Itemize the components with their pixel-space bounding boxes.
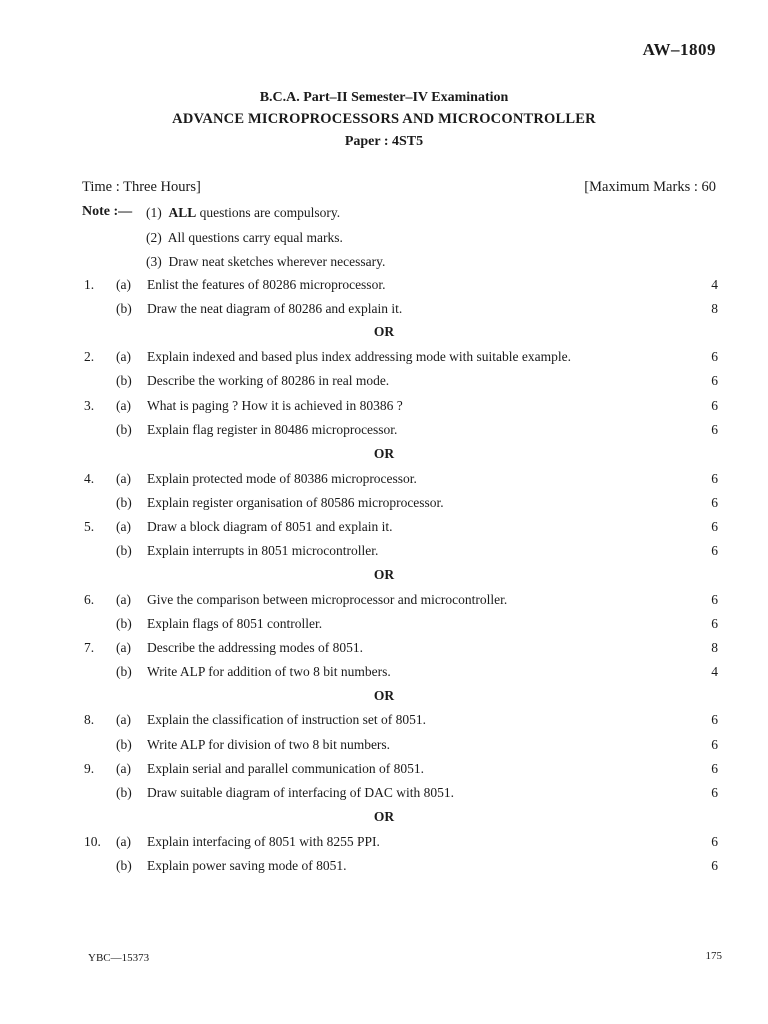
question-marks: 6 (711, 592, 718, 607)
question-row (0, 519, 768, 539)
question-number: 2. (84, 349, 95, 364)
question-part: (a) (116, 712, 131, 727)
question-text: Draw the neat diagram of 80286 and explain it. (147, 301, 403, 316)
question-marks: 6 (711, 471, 718, 486)
note-text: All questions carry equal marks. (167, 230, 343, 245)
question-part: (a) (116, 592, 131, 607)
maximum-marks: [Maximum Marks : 60 (584, 179, 716, 195)
question-part: (a) (116, 761, 131, 776)
question-text: Explain register organisation of 80586 microprocessor. (147, 495, 444, 510)
or-separator: OR (373, 324, 395, 339)
question-marks: 6 (711, 495, 718, 510)
question-text: Explain flag register in 80486 microprocessor. (147, 422, 398, 437)
question-marks: 8 (711, 301, 718, 316)
question-text: Give the comparison between microprocessor and microcontroller. (147, 592, 508, 607)
question-part: (b) (116, 664, 132, 679)
question-marks: 4 (711, 277, 718, 292)
note-text: Draw neat sketches wherever necessary. (168, 254, 386, 269)
question-row (0, 664, 768, 684)
question-text: What is paging ? How it is achieved in 80386 ? (147, 398, 403, 413)
question-number: 1. (84, 277, 95, 292)
note-label: Note :— (82, 204, 133, 219)
note-number: (1) (146, 205, 162, 220)
question-part: (b) (116, 616, 132, 631)
question-marks: 6 (711, 422, 718, 437)
question-part: (a) (116, 398, 131, 413)
question-row (0, 640, 768, 660)
question-row (0, 592, 768, 612)
subject-title: ADVANCE MICROPROCESSORS AND MICROCONTROLLER (172, 111, 596, 127)
question-text: Explain power saving mode of 8051. (147, 858, 347, 873)
question-text: Draw a block diagram of 8051 and explain it. (147, 519, 393, 534)
question-part: (a) (116, 349, 131, 364)
question-marks: 6 (711, 761, 718, 776)
question-row (0, 422, 768, 442)
question-marks: 6 (711, 858, 718, 873)
question-part: (a) (116, 640, 131, 655)
question-text: Describe the addressing modes of 8051. (147, 640, 363, 655)
question-row (0, 398, 768, 418)
note-text: questions are compulsory. (199, 205, 341, 220)
question-marks: 6 (711, 373, 718, 388)
question-part: (b) (116, 495, 132, 510)
question-number: 3. (84, 398, 95, 413)
question-text: Draw suitable diagram of interfacing of DAC with 8051. (147, 785, 455, 800)
question-marks: 6 (711, 543, 718, 558)
question-part: (b) (116, 737, 132, 752)
question-part: (a) (116, 519, 131, 534)
page-number: 175 (705, 950, 722, 962)
exam-title: B.C.A. Part–II Semester–IV Examination (259, 90, 509, 105)
question-row (0, 373, 768, 393)
note-item (146, 254, 385, 270)
question-marks: 8 (711, 640, 718, 655)
question-marks: 6 (711, 349, 718, 364)
question-number: 8. (84, 712, 95, 727)
question-part: (a) (116, 277, 131, 292)
note-number: (3) (146, 254, 162, 269)
question-number: 4. (84, 471, 95, 486)
question-row (0, 834, 768, 854)
question-number: 10. (84, 834, 101, 849)
question-part: (b) (116, 785, 132, 800)
question-row (0, 761, 768, 781)
note-item (146, 230, 343, 246)
question-row (0, 495, 768, 515)
question-row (0, 277, 768, 297)
note-number: (2) (146, 230, 162, 245)
or-separator: OR (373, 688, 395, 703)
question-text: Explain interrupts in 8051 microcontroller. (147, 543, 379, 558)
question-part: (b) (116, 301, 132, 316)
question-part: (a) (116, 471, 131, 486)
question-row (0, 785, 768, 805)
question-row (0, 737, 768, 757)
question-number: 9. (84, 761, 95, 776)
question-row (0, 616, 768, 636)
question-text: Write ALP for addition of two 8 bit numbers. (147, 664, 391, 679)
question-number: 5. (84, 519, 95, 534)
question-row (0, 471, 768, 491)
note-item (146, 205, 340, 221)
question-part: (a) (116, 834, 131, 849)
question-number: 7. (84, 640, 95, 655)
paper-code: Paper : 4ST5 (344, 134, 424, 149)
question-marks: 6 (711, 737, 718, 752)
question-text: Explain indexed and based plus index addressing mode with suitable example. (147, 349, 572, 364)
question-row (0, 858, 768, 878)
question-part: (b) (116, 858, 132, 873)
question-marks: 6 (711, 616, 718, 631)
question-text: Explain the classification of instruction set of 8051. (147, 712, 426, 727)
or-separator: OR (373, 809, 395, 824)
or-separator: OR (373, 446, 395, 461)
footer-code: YBC—15373 (88, 952, 150, 964)
question-text: Describe the working of 80286 in real mode. (147, 373, 390, 388)
question-text: Explain protected mode of 80386 microprocessor. (147, 471, 417, 486)
question-part: (b) (116, 543, 132, 558)
question-marks: 6 (711, 519, 718, 534)
question-number: 6. (84, 592, 95, 607)
question-marks: 4 (711, 664, 718, 679)
time-allowed: Time : Three Hours] (82, 179, 201, 195)
question-marks: 6 (711, 712, 718, 727)
question-text: Explain serial and parallel communication of 8051. (147, 761, 425, 776)
question-marks: 6 (711, 834, 718, 849)
question-text: Enlist the features of 80286 microprocessor. (147, 277, 386, 292)
or-separator: OR (373, 567, 395, 582)
question-row (0, 349, 768, 369)
question-part: (b) (116, 373, 132, 388)
question-marks: 6 (711, 785, 718, 800)
question-marks: 6 (711, 398, 718, 413)
question-text: Write ALP for division of two 8 bit numbers. (147, 737, 391, 752)
question-text: Explain interfacing of 8051 with 8255 PPI. (147, 834, 380, 849)
question-part: (b) (116, 422, 132, 437)
exam-code: AW–1809 (642, 40, 716, 59)
question-row (0, 301, 768, 321)
question-row (0, 543, 768, 563)
question-row (0, 712, 768, 732)
note-emphasis: ALL (168, 205, 197, 220)
question-text: Explain flags of 8051 controller. (147, 616, 323, 631)
